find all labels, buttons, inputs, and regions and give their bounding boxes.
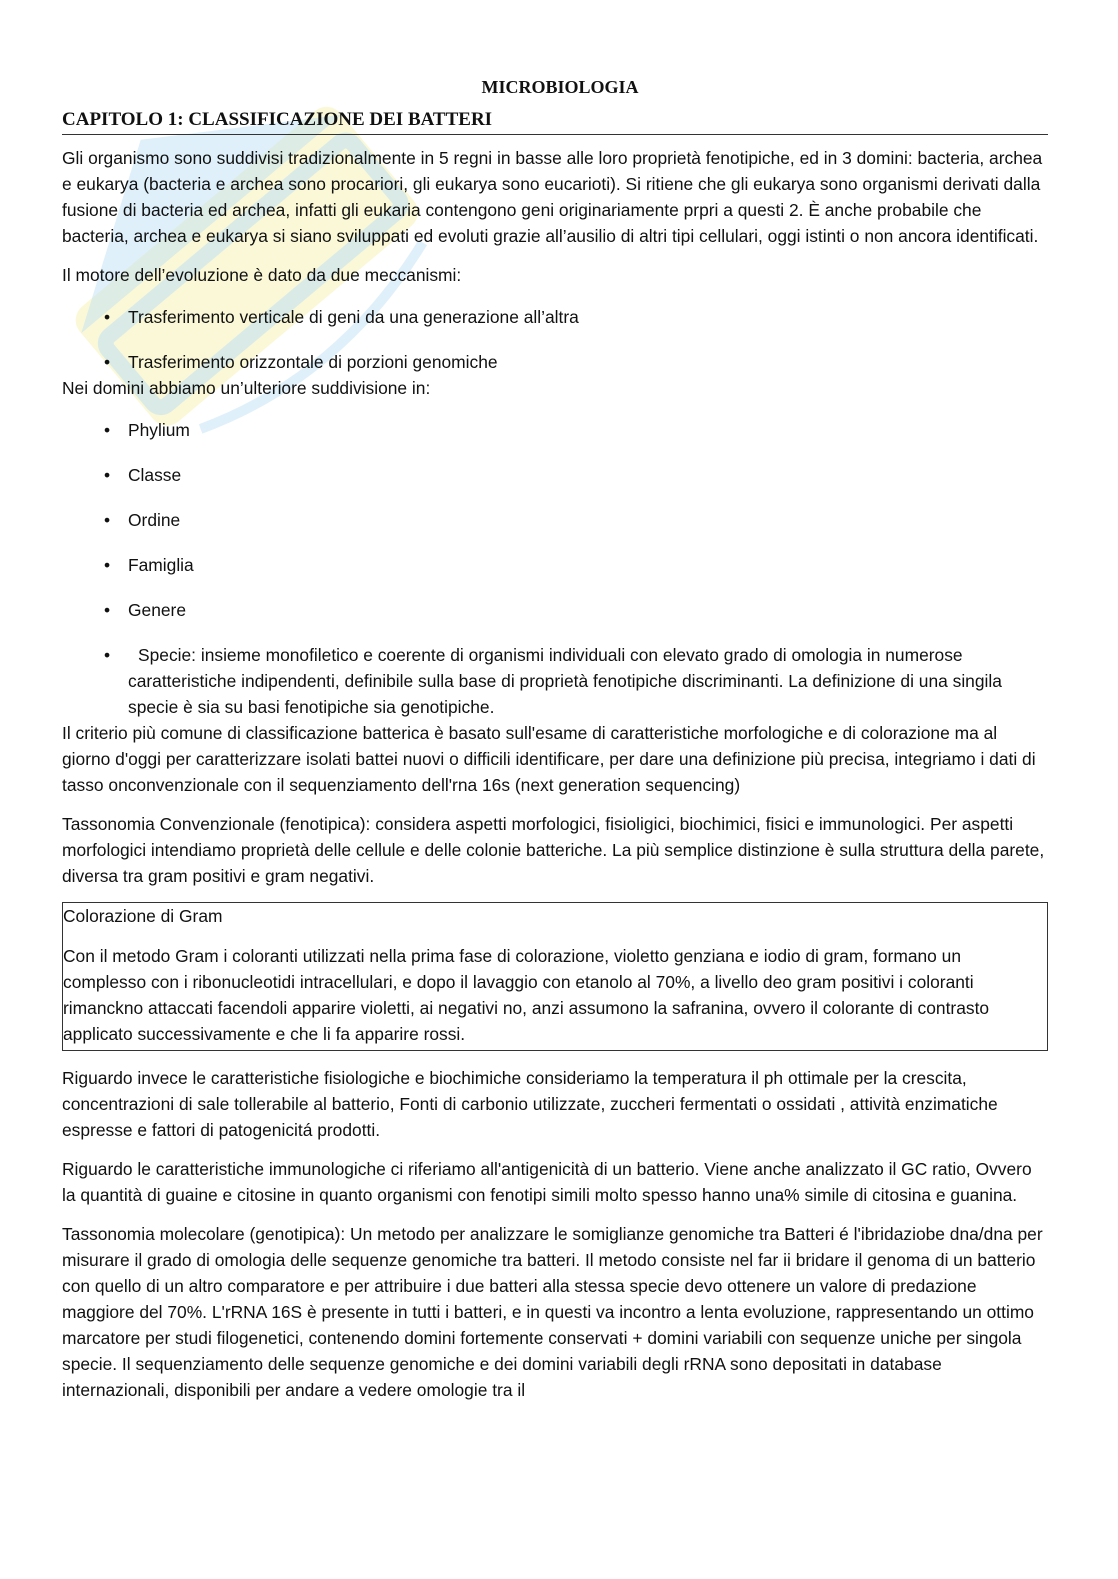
list-item: • Trasferimento verticale di geni da una generazione all’altra (62, 304, 1048, 330)
bullet-icon: • (104, 645, 111, 665)
list-item: • Classe (62, 462, 1048, 488)
bullet-icon: • (104, 465, 111, 485)
paragraph-molecular-taxonomy: Tassonomia molecolare (genotipica): Un metodo per analizzare le somiglianze genomiche tra Batteri é l'ibridaziobe dna/dna per misurare il grado di omologia delle sequenze genomiche tra batteri. Il metodo consiste nel far ii bridare il genoma di un batterio con quello di un altro comparatore e per attribuire i due batteri alla stessa specie devo ottenere un valore di predazione maggiore del 70%. L'rRNA 16S è presente in tutti i batteri, e in questi va incontro a lenta evoluzione, rappresentando un ottimo marcatore per studi filogenetici, contenendo domini fortemente conservati + domini variabili con sequenze uniche per singola specie. Il sequenziamento delle sequenze genomiche e dei domini variabili degli rRNA sono depositati in database internazionali, disponibili per andare a vedere omologie tra il (62, 1224, 1043, 1400)
gram-stain-box (62, 902, 1048, 1051)
bullet-icon: • (104, 600, 111, 620)
paragraph-mechanisms-intro: Il motore dell’evoluzione è dato da due meccanismi: (62, 265, 462, 285)
document-page (62, 74, 1048, 1416)
list-item: • Trasferimento orizzontale di porzioni genomiche (62, 349, 1048, 375)
bullet-icon: • (104, 510, 111, 530)
list-item: • Ordine (62, 507, 1048, 533)
list-item: • Specie: insieme monofiletico e coerente di organismi individuali con elevato grado di omologia in numerose caratteristiche indipendenti, definibile sulla base di proprietà fenotipiche discriminanti. La definizione di una singila specie è sia su basi fenotipiche sia genotipiche. (62, 642, 1048, 720)
paragraph-immunology: Riguardo le caratteristiche immunologiche ci riferiamo all'antigenicità di un batterio. Viene anche analizzato il GC ratio, Ovvero la quantità di guaine e citosine in quanto organismi con fenotipi simili molto spesso hanno una% simile di citosina e guanina. (62, 1159, 1032, 1205)
paragraph-physiology: Riguardo invece le caratteristiche fisiologiche e biochimiche consideriamo la temperatura il ph ottimale per la crescita, concentrazioni di sale tollerabile al batterio, Fonti di carbonio utilizzate, zuccheri fermentati o ossidati , attività enzimatiche espresse e fattori di patogenicitá prodotti. (62, 1068, 998, 1140)
paragraph-domains-intro: Nei domini abbiamo un’ulteriore suddivisione in: (62, 378, 431, 398)
list-item: • Phylium (62, 417, 1048, 443)
list-item: • Genere (62, 597, 1048, 623)
bullet-icon: • (104, 352, 111, 372)
mechanisms-list (62, 304, 1048, 375)
ranks-list (62, 417, 1048, 720)
bullet-icon: • (104, 555, 111, 575)
gram-box-text: Con il metodo Gram i coloranti utilizzati nella prima fase di colorazione, violetto genziana e iodio di gram, formano un complesso con i ribonucleotidi intracellulari, e dopo il lavaggio con etanolo al 70%, a livello deo gram positivi i coloranti rimanckno attaccati facendoli apparire violetti, ai negativi no, anzi assumono la safranina, ovvero il colorante di contrasto applicato successivamente e che li fa apparire rossi. (63, 946, 990, 1044)
list-item: • Famiglia (62, 552, 1048, 578)
paragraph-conventional-taxonomy: Tassonomia Convenzionale (fenotipica): considera aspetti morfologici, fisioligici, biochimici, fisici e immunologici. Per aspetti morfologici intendiamo proprietà delle cellule e delle colonie batteriche. La più semplice distinzione è sulla struttura della parete, diversa tra gram positivi e gram negativi. (62, 814, 1045, 886)
paragraph-intro: Gli organismo sono suddivisi tradizionalmente in 5 regni in basse alle loro proprietà fenotipiche, ed in 3 domini: bacteria, archea e eukarya (bacteria e archea sono procariori, gli eukarya sono eucarioti). Si ritiene che gli eukarya sono organismi derivati dalla fusione di bacteria ed archea, infatti gli eukaria contengono geni originariamente prpri a questi 2. È anche probabile che bacteria, archea e eukarya si siano sviluppati ed evoluti grazie all’ausilio di altri tipi cellulari, oggi istinti o non ancora identificati. (62, 148, 1043, 246)
document-title: MICROBIOLOGIA (481, 77, 639, 97)
chapter-heading: CAPITOLO 1: CLASSIFICAZIONE DEI BATTERI (62, 108, 1048, 135)
bullet-icon: • (104, 420, 111, 440)
gram-box-title: Colorazione di Gram (63, 906, 223, 926)
paragraph-criteria: Il criterio più comune di classificazione batterica è basato sull'esame di caratteristiche morfologiche e di colorazione ma al giorno d'oggi per caratterizzare isolati battei nuovi o difficili identificare, per dare una definizione più precisa, integriamo i dati di tasso onconvenzionale con il sequenziamento dell'rna 16s (next generation sequencing) (62, 723, 1036, 795)
bullet-icon: • (104, 307, 111, 327)
